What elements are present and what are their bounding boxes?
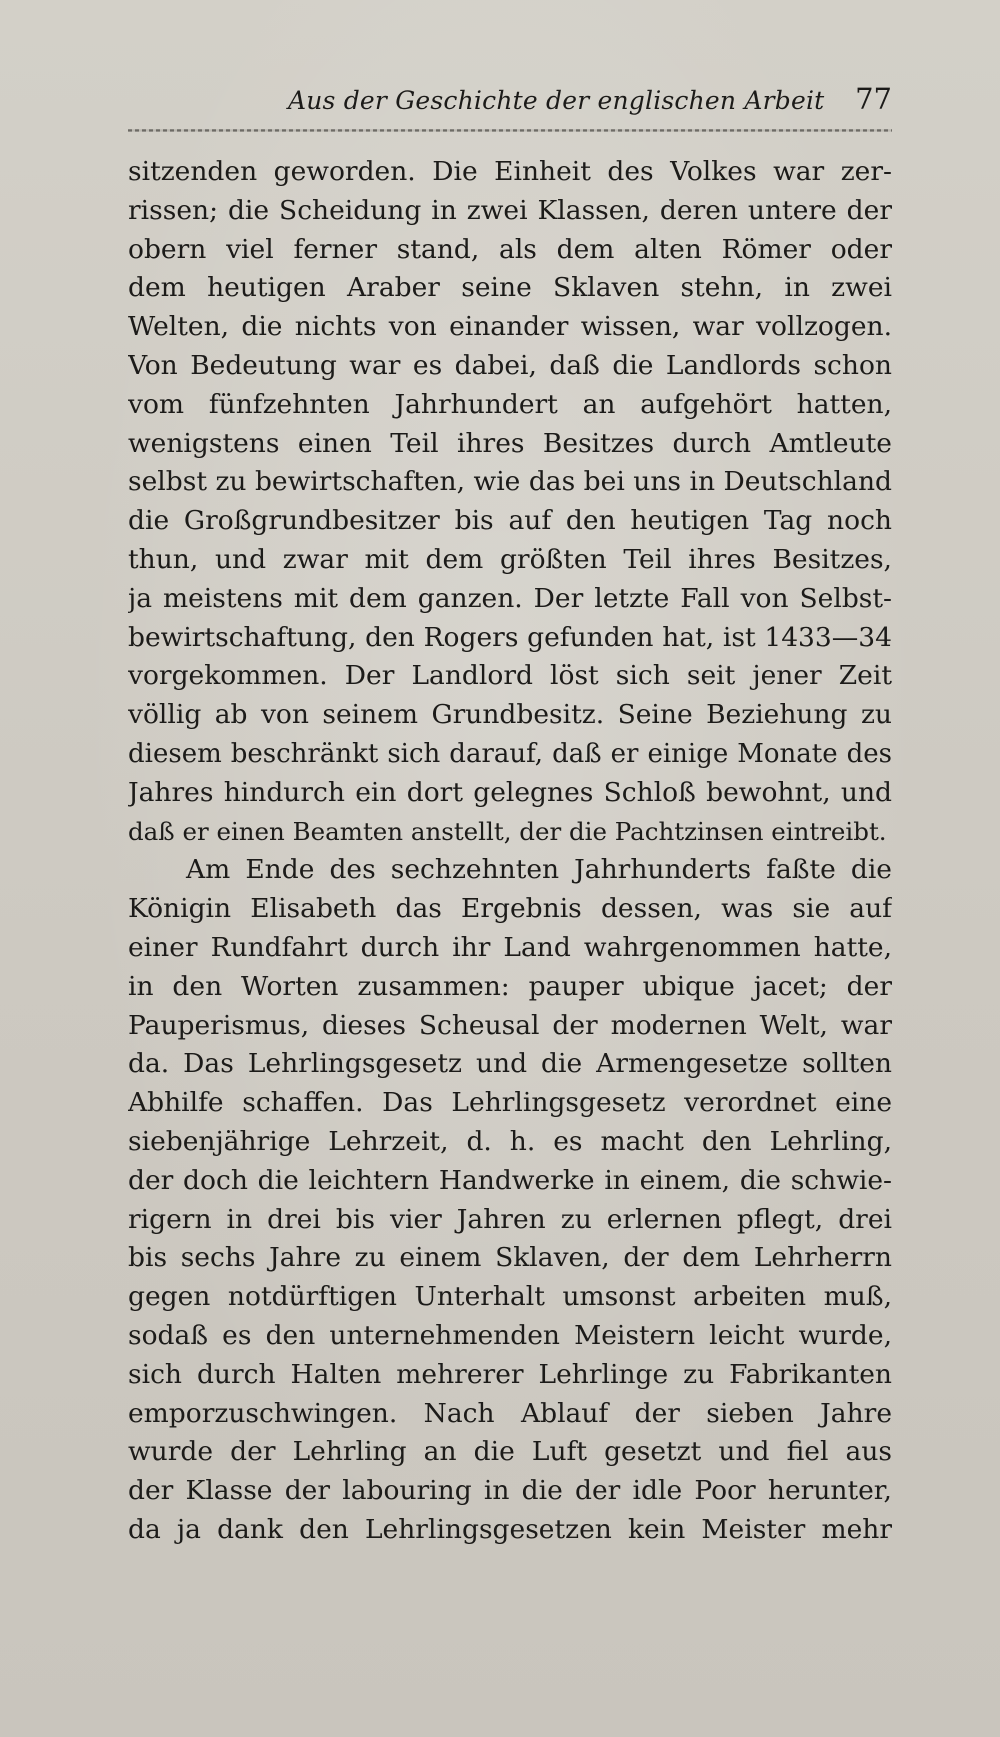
text-line: der Klasse der labouring in die der idle Poor herunter, [128, 1475, 892, 1507]
text-line: völlig ab von seinem Grundbesitz. Seine Beziehung zu [128, 699, 892, 731]
text-line: da. Das Lehrlingsgesetz und die Armengesetze sollten [128, 1048, 892, 1080]
text-line: sodaß es den unternehmenden Meistern leicht wurde, [128, 1319, 892, 1351]
page-number: 77 [855, 82, 892, 116]
text-line: gegen notdürftigen Unterhalt umsonst arbeiten muß, [128, 1281, 892, 1313]
text-line: daß er einen Beamten anstellt, der die Pachtzinsen eintreibt. [128, 816, 887, 846]
text-line: da ja dank den Lehrlingsgesetzen kein Meister mehr [128, 1513, 892, 1545]
text-line: Königin Elisabeth das Ergebnis dessen, was sie auf [128, 893, 892, 925]
text-line: in den Worten zusammen: pauper ubique jacet; der [128, 970, 892, 1002]
text-line: rigern in drei bis vier Jahren zu erlernen pflegt, drei [128, 1203, 892, 1235]
text-line: ja meistens mit dem ganzen. Der letzte Fall von Selbst- [128, 582, 892, 614]
header-rule [128, 126, 892, 134]
text-line: sitzenden geworden. Die Einheit des Volkes war zer- [128, 156, 892, 187]
text-line: diesem beschränkt sich darauf, daß er einige Monate des [128, 738, 892, 769]
text-line: die Großgrundbesitzer bis auf den heutigen Tag noch [128, 505, 892, 537]
text-line: wurde der Lehrling an die Luft gesetzt und fiel aus [128, 1436, 892, 1468]
text-line: vorgekommen. Der Landlord löst sich seit jener Zeit [128, 660, 892, 692]
text-line: siebenjährige Lehrzeit, d. h. es macht den Lehrling, [128, 1125, 892, 1157]
text-line: einer Rundfahrt durch ihr Land wahrgenommen hatte, [128, 931, 892, 963]
text-line: Abhilfe schaffen. Das Lehrlingsgesetz verordnet eine [128, 1087, 892, 1119]
text-line: Pauperismus, dieses Scheusal der modernen Welt, war [128, 1009, 892, 1041]
text-line: Am Ende des sechzehnten Jahrhunderts faßte die [186, 854, 892, 886]
text-line: rissen; die Scheidung in zwei Klassen, deren untere der [128, 194, 892, 226]
text-line: wenigstens einen Teil ihres Besitzes durch Amtleute [128, 427, 892, 459]
text-line: Von Bedeutung war es dabei, daß die Landlords schon [128, 349, 892, 381]
text-line: selbst zu bewirtschaften, wie das bei uns in Deutschland [128, 466, 892, 498]
text-line: vom fünfzehnten Jahrhundert an aufgehört hatten, [128, 388, 892, 420]
text-line: emporzuschwingen. Nach Ablauf der sieben Jahre [128, 1397, 892, 1429]
text-line: bewirtschaftung, den Rogers gefunden hat, ist 1433—34 [128, 621, 892, 653]
text-line: Welten, die nichts von einander wissen, war vollzogen. [128, 311, 892, 343]
text-line: bis sechs Jahre zu einem Sklaven, der dem Lehrherrn [128, 1242, 892, 1274]
running-title: Aus der Geschichte der englischen Arbeit [288, 86, 825, 115]
text-line: Jahres hindurch ein dort gelegnes Schloß bewohnt, und [128, 776, 892, 808]
text-line: sich durch Halten mehrerer Lehrlinge zu Fabrikanten [128, 1358, 892, 1390]
text-line: obern viel ferner stand, als dem alten Römer oder [128, 233, 892, 265]
text-line: der doch die leichtern Handwerke in einem, die schwie- [128, 1164, 892, 1196]
text-line: thun, und zwar mit dem größten Teil ihres Besitzes, [128, 543, 892, 575]
running-head [128, 82, 892, 122]
body-text [128, 153, 892, 1550]
text-line: dem heutigen Araber seine Sklaven stehn, in zwei [128, 272, 892, 304]
